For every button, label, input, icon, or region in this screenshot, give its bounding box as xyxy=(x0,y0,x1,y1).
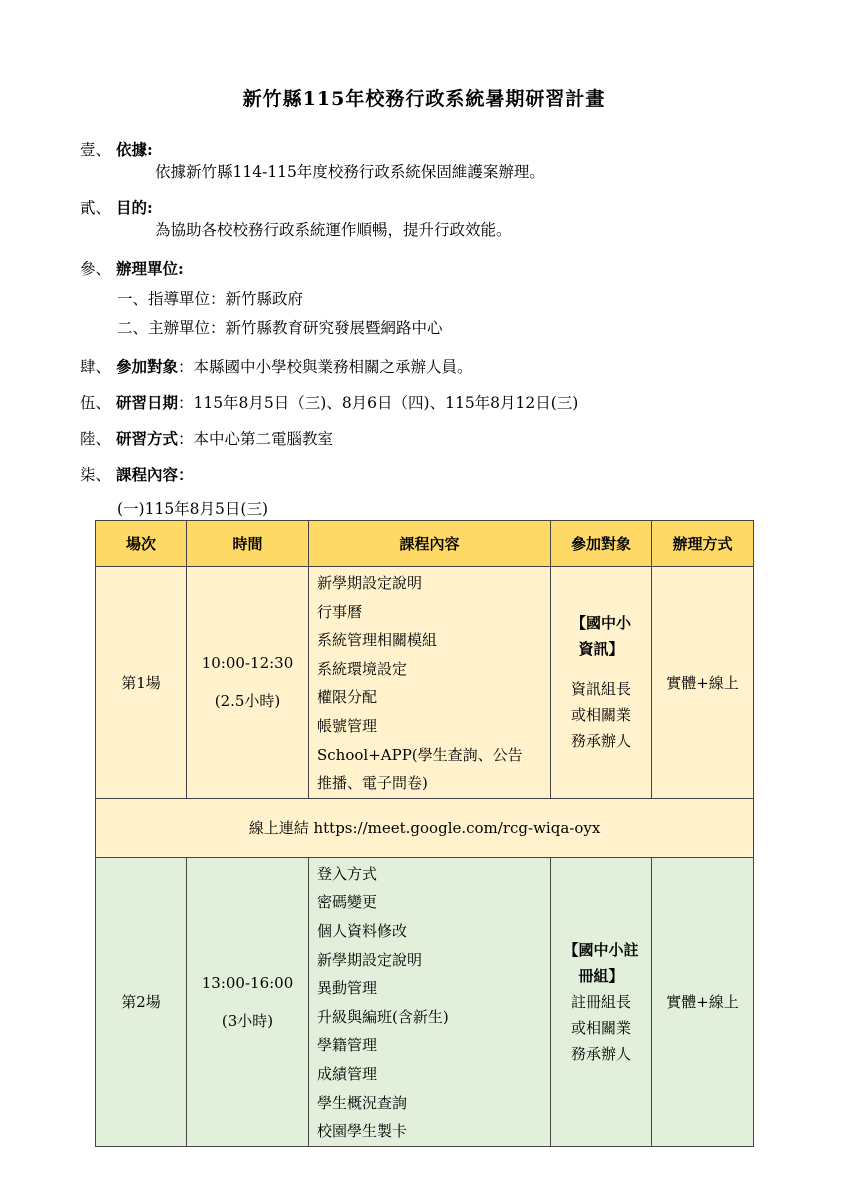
content-cell xyxy=(309,567,551,799)
section-basis: 壹、 依據: xyxy=(80,140,153,159)
time-cell xyxy=(187,857,309,1146)
target-title: 【國中小註 xyxy=(563,940,639,959)
section-purpose: 貳、 目的: xyxy=(80,198,153,217)
target-title: 冊組】 xyxy=(578,966,624,985)
content-item: 推播、電子問卷) xyxy=(317,774,428,793)
content-item: 新學期設定說明 xyxy=(317,950,423,969)
organizer-host: 二、主辦單位：新竹縣教育研究發展暨網路中心 xyxy=(117,319,443,337)
target-desc: 或相關業 xyxy=(570,1018,631,1037)
content-item: 學籍管理 xyxy=(317,1036,378,1055)
content-item: 行事曆 xyxy=(317,602,363,621)
content-item: 登入方式 xyxy=(317,864,378,883)
organizer-guide: 一、指導單位：新竹縣政府 xyxy=(117,290,304,308)
section-basis-text: 依據新竹縣114-115年度校務行政系統保固維護案辦理。 xyxy=(155,163,545,181)
header-target: 參加對象 xyxy=(551,521,652,567)
content-item: 帳號管理 xyxy=(317,716,378,735)
time-cell xyxy=(187,567,309,799)
header-time: 時間 xyxy=(187,521,309,567)
target-title: 資訊】 xyxy=(578,640,624,659)
section-participants: 肆、 參加對象：本縣國中小學校與業務相關之承辦人員。 xyxy=(80,357,473,376)
table-row xyxy=(96,857,754,1146)
content-item: 個人資料修改 xyxy=(317,921,408,940)
target-cell xyxy=(551,567,652,799)
method-cell: 實體+線上 xyxy=(652,857,754,1146)
target-cell xyxy=(551,857,652,1146)
table-header-row xyxy=(96,521,754,567)
section-purpose-text: 為協助各校校務行政系統運作順暢，提升行政效能。 xyxy=(155,221,512,239)
target-desc: 資訊組長 xyxy=(570,680,631,699)
method-cell: 實體+線上 xyxy=(652,567,754,799)
page-title: 新竹縣115年校務行政系統暑期研習計畫 xyxy=(242,88,606,110)
target-desc: 務承辦人 xyxy=(570,732,631,751)
content-item: 新學期設定說明 xyxy=(317,574,423,592)
content-item: 系統管理相關模組 xyxy=(317,631,438,650)
session-cell: 第1場 xyxy=(96,567,187,799)
section-organizer: 參、 辦理單位: xyxy=(80,259,184,278)
section-venue: 陸、 研習方式：本中心第二電腦教室 xyxy=(80,429,333,448)
table-row xyxy=(96,567,754,799)
duration: (2.5小時) xyxy=(214,692,281,711)
duration: (3小時) xyxy=(221,1011,274,1030)
content-cell xyxy=(309,857,551,1146)
target-title: 【國中小 xyxy=(570,614,631,633)
session-cell: 第2場 xyxy=(96,857,187,1146)
content-item: 成績管理 xyxy=(317,1064,378,1083)
header-content: 課程內容 xyxy=(309,521,551,567)
header-session: 場次 xyxy=(96,521,187,567)
meeting-link[interactable]: 線上連結 https://meet.google.com/rcg-wiqa-oyx xyxy=(96,798,754,857)
content-item: 學生概況查詢 xyxy=(317,1093,408,1112)
target-desc: 或相關業 xyxy=(570,706,631,725)
time-range: 10:00-12:30 xyxy=(201,654,294,673)
content-item: 系統環境設定 xyxy=(317,659,408,678)
target-desc: 註冊組長 xyxy=(570,992,631,1011)
content-item: 密碼變更 xyxy=(317,893,378,912)
course-table xyxy=(95,520,754,1147)
content-item: School+APP(學生查詢、公告 xyxy=(317,745,523,764)
section-dates: 伍、 研習日期：115年8月5日（三)、8月6日（四)、115年8月12日(三) xyxy=(80,393,579,412)
session-date: (一)115年8月5日(三) xyxy=(117,500,268,518)
time-range: 13:00-16:00 xyxy=(201,973,294,992)
content-item: 權限分配 xyxy=(317,688,378,707)
content-item: 校園學生製卡 xyxy=(317,1122,408,1141)
section-courses: 柒、 課程內容： xyxy=(80,465,194,484)
content-item: 升級與編班(含新生) xyxy=(317,1007,449,1026)
target-desc: 務承辦人 xyxy=(570,1044,631,1063)
link-row xyxy=(96,798,754,857)
header-method: 辦理方式 xyxy=(652,521,754,567)
content-item: 異動管理 xyxy=(317,979,378,998)
